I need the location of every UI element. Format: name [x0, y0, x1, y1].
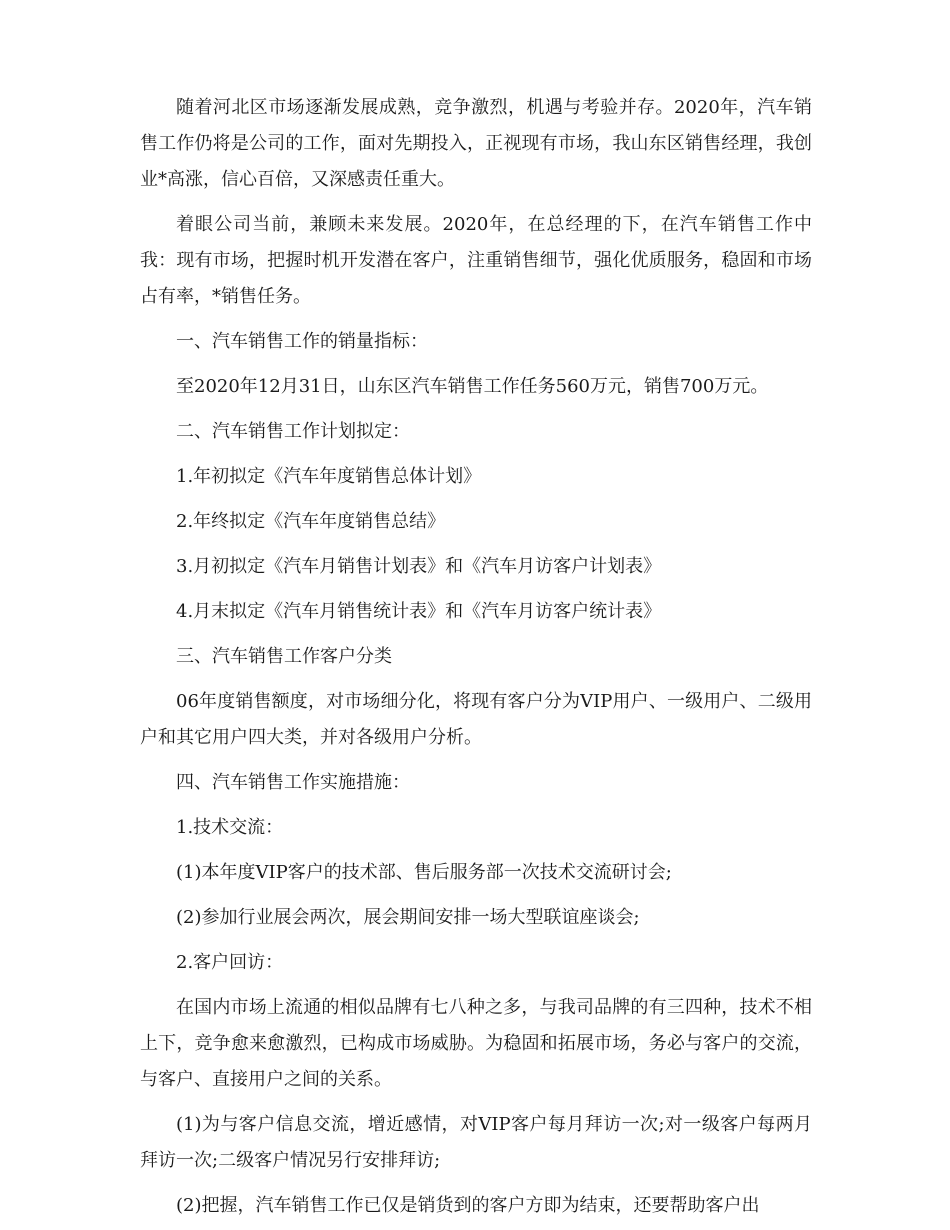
heading-customer-classification: 三、汽车销售工作客户分类 — [176, 646, 392, 667]
heading-sales-target: 一、汽车销售工作的销量指标： — [176, 331, 428, 352]
paragraph-intro-1: 随着河北区市场逐渐发展成熟，竞争激烈，机遇与考验并存。2020年，汽车销售工作仍将是公司的工作，面对先期投入，正视现有市场，我山东区销售经理，我创业*高涨，信心百倍，又深感责任重大。 — [140, 97, 812, 190]
paragraph-intro-2: 着眼公司当前，兼顾未来发展。2020年，在总经理的下，在汽车销售工作中我：现有市场，把握时机开发潜在客户，注重销售细节，强化优质服务，稳固和市场占有率，*销售任务。 — [140, 214, 812, 307]
paragraph-sales-target: 至2020年12月31日，山东区汽车销售工作任务560万元，销售700万元。 — [176, 376, 769, 397]
list-item-tech-2: (2)参加行业展会两次，展会期间安排一场大型联谊座谈会; — [176, 907, 640, 928]
list-item-visit-1: (1)为与客户信息交流，增近感情，对VIP客户每月拜访一次;对一级客户每两月拜访一次;二级客户情况另行安排拜访; — [140, 1114, 812, 1171]
list-item-plan-2: 2.年终拟定《汽车年度销售总结》 — [176, 511, 446, 532]
heading-measures: 四、汽车销售工作实施措施： — [176, 772, 410, 793]
list-item-tech-1: (1)本年度VIP客户的技术部、售后服务部一次技术交流研讨会; — [176, 862, 672, 883]
list-item-plan-1: 1.年初拟定《汽车年度销售总体计划》 — [176, 466, 482, 487]
paragraph-customer-classification: 06年度销售额度，对市场细分化，将现有客户分为VIP用户、一级用户、二级用户和其它用户四大类，并对各级用户分析。 — [140, 691, 812, 748]
list-item-plan-3: 3.月初拟定《汽车月销售计划表》和《汽车月访客户计划表》 — [176, 556, 662, 577]
subheading-tech-exchange: 1.技术交流： — [176, 817, 284, 838]
list-item-plan-4: 4.月末拟定《汽车月销售统计表》和《汽车月访客户统计表》 — [176, 601, 662, 622]
subheading-customer-visit: 2.客户回访： — [176, 952, 284, 973]
paragraph-market-competition: 在国内市场上流通的相似品牌有七八种之多，与我司品牌的有三四种，技术不相上下，竞争愈来愈激烈，已构成市场威胁。为稳固和拓展市场，务必与客户的交流，与客户、直接用户之间的关系。 — [140, 997, 812, 1090]
heading-plan: 二、汽车销售工作计划拟定： — [176, 421, 410, 442]
list-item-visit-2: (2)把握，汽车销售工作已仅是销货到的客户方即为结束，还要帮助客户出 — [176, 1195, 760, 1216]
document-body — [140, 90, 812, 1224]
